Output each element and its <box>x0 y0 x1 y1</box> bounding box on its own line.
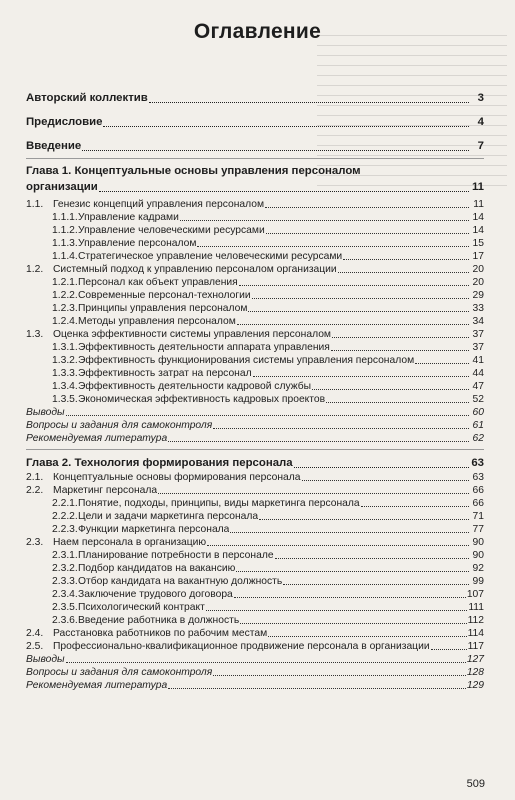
toc-subsection[interactable] <box>26 497 484 510</box>
chapter-heading-line[interactable] <box>26 179 484 195</box>
toc-label: Эффективность затрат на персонал <box>78 368 252 379</box>
toc-page: 47 <box>472 381 484 392</box>
toc-section[interactable] <box>26 263 484 276</box>
leader-dots <box>259 517 469 520</box>
leader-dots <box>332 335 469 338</box>
toc-front-item[interactable] <box>26 138 484 154</box>
toc-label: Эффективность деятельности кадровой службы <box>78 381 312 392</box>
toc-tail-item[interactable] <box>26 419 484 432</box>
toc-section[interactable] <box>26 484 484 497</box>
chapter-heading-line[interactable] <box>26 455 484 471</box>
toc-tail-item[interactable] <box>26 653 484 666</box>
toc-label: организации <box>26 181 98 193</box>
section-number: 2.3.4. <box>52 589 78 600</box>
toc-page: 37 <box>472 342 484 353</box>
section-number: 1.3.4. <box>52 381 78 392</box>
toc-label: Генезис концепций управления персоналом <box>53 199 265 210</box>
toc-subsection[interactable] <box>26 523 484 536</box>
leader-dots <box>252 296 469 299</box>
toc-subsection[interactable] <box>26 237 484 250</box>
toc-subsection[interactable] <box>26 224 484 237</box>
toc-page: 60 <box>472 407 484 418</box>
toc-page: 107 <box>466 589 484 600</box>
leader-dots <box>206 608 468 611</box>
chapter-heading[interactable]: Глава 1. Концептуальные основы управления персоналом <box>26 165 361 177</box>
toc-label: Заключение трудового договора <box>78 589 233 600</box>
toc-label: Планирование потребности в персонале <box>78 550 274 561</box>
toc-page: 117 <box>467 641 484 652</box>
toc-page: 29 <box>472 290 484 301</box>
leader-dots <box>99 189 469 192</box>
section-number: 1.1. <box>26 199 44 210</box>
toc-page: 3 <box>477 92 484 104</box>
toc-label: Предисловие <box>26 116 103 128</box>
section-number: 2.2.1. <box>52 498 78 509</box>
toc-page: 52 <box>472 394 484 405</box>
section-number: 1.3.5. <box>52 394 78 405</box>
section-number: 1.1.2. <box>52 225 78 236</box>
toc-front-item[interactable] <box>26 90 484 106</box>
toc-subsection[interactable] <box>26 380 484 393</box>
section-number: 2.2.2. <box>52 511 78 522</box>
leader-dots <box>180 218 469 221</box>
toc-subsection[interactable] <box>26 354 484 367</box>
toc-subsection[interactable] <box>26 588 484 601</box>
leader-dots <box>197 244 469 247</box>
toc-label: Вопросы и задания для самоконтроля <box>26 420 213 431</box>
divider <box>26 449 484 450</box>
toc-section[interactable] <box>26 471 484 484</box>
toc-page: 92 <box>472 563 484 574</box>
toc-tail-item[interactable] <box>26 666 484 679</box>
leader-dots <box>230 530 469 533</box>
toc-subsection[interactable] <box>26 315 484 328</box>
toc-label: Маркетинг персонала <box>53 485 158 496</box>
leader-dots <box>168 686 466 689</box>
toc-page: 99 <box>472 576 484 587</box>
leader-dots <box>361 504 469 507</box>
toc-tail-item[interactable] <box>26 679 484 692</box>
section-number: 2.2.3. <box>52 524 78 535</box>
section-number: 1.1.1. <box>52 212 78 223</box>
toc-page: 11 <box>471 181 484 193</box>
toc-subsection[interactable] <box>26 289 484 302</box>
toc-page: 14 <box>472 212 484 223</box>
toc-page: 7 <box>477 140 484 152</box>
toc-section[interactable] <box>26 536 484 549</box>
leader-dots <box>338 270 469 273</box>
leader-dots <box>248 309 469 312</box>
toc-section[interactable] <box>26 328 484 341</box>
toc-page: 20 <box>472 264 484 275</box>
section-number: 1.2.1. <box>52 277 78 288</box>
toc-page: 14 <box>472 225 484 236</box>
leader-dots <box>275 556 469 559</box>
toc-subsection[interactable] <box>26 211 484 224</box>
toc-page: 127 <box>466 654 484 665</box>
leader-dots <box>168 439 469 442</box>
leader-dots <box>234 595 466 598</box>
toc-label: Функции маркетинга персонала <box>78 524 230 535</box>
toc-label: Рекомендуемая литература <box>26 680 168 691</box>
section-number: 2.3.6. <box>52 615 78 626</box>
toc-page: 4 <box>477 116 484 128</box>
toc-label: Наем персонала в организацию <box>53 537 207 548</box>
toc-label: Введение работника в должность <box>78 615 240 626</box>
leader-dots <box>326 400 469 403</box>
leader-dots <box>236 569 469 572</box>
section-number: 2.5. <box>26 641 44 652</box>
toc-label: Выводы <box>26 407 65 418</box>
toc-label: Цели и задачи маркетинга персонала <box>78 511 259 522</box>
toc-subsection[interactable] <box>26 510 484 523</box>
section-number: 1.2. <box>26 264 44 275</box>
toc-page: 129 <box>466 680 484 691</box>
toc-page: 63 <box>472 472 484 483</box>
toc-page: 20 <box>472 277 484 288</box>
section-number: 1.2.4. <box>52 316 78 327</box>
section-number: 1.2.2. <box>52 290 78 301</box>
toc-label: Управление человеческими ресурсами <box>78 225 265 236</box>
leader-dots <box>213 426 469 429</box>
section-number: 2.3.2. <box>52 563 78 574</box>
toc-page: 44 <box>472 368 484 379</box>
toc-page: 61 <box>472 420 484 431</box>
leader-dots <box>82 148 469 151</box>
toc-page: 71 <box>472 511 484 522</box>
leader-dots <box>237 322 469 325</box>
toc-label: Введение <box>26 140 82 152</box>
toc-page: 15 <box>472 238 484 249</box>
section-number: 1.3.2. <box>52 355 78 366</box>
section-number: 1.3.3. <box>52 368 78 379</box>
toc-label: Вопросы и задания для самоконтроля <box>26 667 213 678</box>
toc-page: 128 <box>466 667 484 678</box>
toc-page: 112 <box>467 615 484 626</box>
leader-dots <box>207 543 469 546</box>
leader-dots <box>266 231 469 234</box>
leader-dots <box>149 100 469 103</box>
toc-page: 62 <box>472 433 484 444</box>
toc-subsection[interactable] <box>26 562 484 575</box>
toc-section[interactable] <box>26 640 484 653</box>
table-of-contents <box>26 90 484 692</box>
toc-subsection[interactable] <box>26 549 484 562</box>
section-number: 2.1. <box>26 472 44 483</box>
toc-label: Профессионально-квалификационное продвижение персонала в организации <box>53 641 430 652</box>
section-number: 2.3.3. <box>52 576 78 587</box>
page-title: Оглавление <box>193 20 322 43</box>
toc-front-item[interactable] <box>26 114 484 130</box>
section-number: 2.3. <box>26 537 44 548</box>
toc-label: Понятие, подходы, принципы, виды маркетинга персонала <box>78 498 360 509</box>
toc-subsection[interactable] <box>26 276 484 289</box>
section-number: 1.3.1. <box>52 342 78 353</box>
toc-page: 11 <box>473 199 484 210</box>
toc-section[interactable] <box>26 198 484 211</box>
toc-page: 90 <box>472 537 484 548</box>
leader-dots <box>66 660 466 663</box>
toc-label: Современные персонал-технологии <box>78 290 251 301</box>
toc-page: 17 <box>472 251 484 262</box>
toc-page: 114 <box>467 628 484 639</box>
section-number: 1.3. <box>26 329 44 340</box>
toc-page: 37 <box>472 329 484 340</box>
toc-subsection[interactable] <box>26 250 484 263</box>
section-number: 2.2. <box>26 485 44 496</box>
toc-label: Выводы <box>26 654 65 665</box>
leader-dots <box>312 387 469 390</box>
toc-page: 90 <box>472 550 484 561</box>
section-number: 1.2.3. <box>52 303 78 314</box>
toc-label: Расстановка работников по рабочим местам <box>53 628 268 639</box>
leader-dots <box>294 465 469 468</box>
section-number: 2.3.5. <box>52 602 78 613</box>
toc-subsection[interactable] <box>26 393 484 406</box>
toc-label: Персонал как объект управления <box>78 277 238 288</box>
leader-dots <box>343 257 469 260</box>
leader-dots <box>415 361 469 364</box>
toc-label: Отбор кандидата на вакантную должность <box>78 576 283 587</box>
toc-page: 111 <box>468 602 484 613</box>
toc-label: Эффективность деятельности аппарата управления <box>78 342 330 353</box>
toc-subsection[interactable] <box>26 367 484 380</box>
toc-label: Глава 2. Технология формирования персонала <box>26 457 293 469</box>
toc-page: 33 <box>472 303 484 314</box>
section-number: 1.1.3. <box>52 238 78 249</box>
leader-dots <box>331 348 469 351</box>
leader-dots <box>431 647 467 650</box>
toc-subsection[interactable] <box>26 302 484 315</box>
leader-dots <box>302 478 470 481</box>
section-number: 1.1.4. <box>52 251 78 262</box>
toc-tail-item[interactable] <box>26 406 484 419</box>
toc-label: Концептуальные основы формирования персонала <box>53 472 301 483</box>
toc-page: 66 <box>472 498 484 509</box>
toc-page: 77 <box>472 524 484 535</box>
toc-page: 63 <box>471 457 484 469</box>
toc-label: Эффективность функционирования системы управления персоналом <box>78 355 415 366</box>
toc-label: Психологический контракт <box>78 602 205 613</box>
toc-label: Рекомендуемая литература <box>26 433 168 444</box>
toc-label: Подбор кандидатов на вакансию <box>78 563 236 574</box>
leader-dots <box>253 374 469 377</box>
toc-tail-item[interactable] <box>26 432 484 445</box>
toc-label: Методы управления персоналом <box>78 316 236 327</box>
toc-subsection[interactable] <box>26 601 484 614</box>
leader-dots <box>283 582 469 585</box>
toc-label: Принципы управления персоналом <box>78 303 248 314</box>
toc-label: Управление кадрами <box>78 212 179 223</box>
toc-page: 34 <box>472 316 484 327</box>
toc-label: Экономическая эффективность кадровых проектов <box>78 394 326 405</box>
leader-dots <box>239 283 469 286</box>
leader-dots <box>103 124 469 127</box>
leader-dots <box>240 621 466 624</box>
toc-section[interactable] <box>26 627 484 640</box>
toc-page: 66 <box>472 485 484 496</box>
leader-dots <box>268 634 466 637</box>
leader-dots <box>213 673 466 676</box>
toc-subsection[interactable] <box>26 575 484 588</box>
divider <box>26 158 484 159</box>
toc-label: Стратегическое управление человеческими ресурсами <box>78 251 343 262</box>
leader-dots <box>158 491 469 494</box>
toc-label: Системный подход к управлению персоналом организации <box>53 264 337 275</box>
toc-subsection[interactable] <box>26 614 484 627</box>
leader-dots <box>66 413 469 416</box>
section-number: 2.4. <box>26 628 44 639</box>
toc-subsection[interactable] <box>26 341 484 354</box>
section-number: 2.3.1. <box>52 550 78 561</box>
leader-dots <box>265 205 469 208</box>
toc-label: Оценка эффективности системы управления персоналом <box>53 329 331 340</box>
toc-page: 41 <box>472 355 484 366</box>
page-number: 509 <box>466 778 485 790</box>
toc-label: Управление персоналом <box>78 238 197 249</box>
toc-label: Авторский коллектив <box>26 92 148 104</box>
